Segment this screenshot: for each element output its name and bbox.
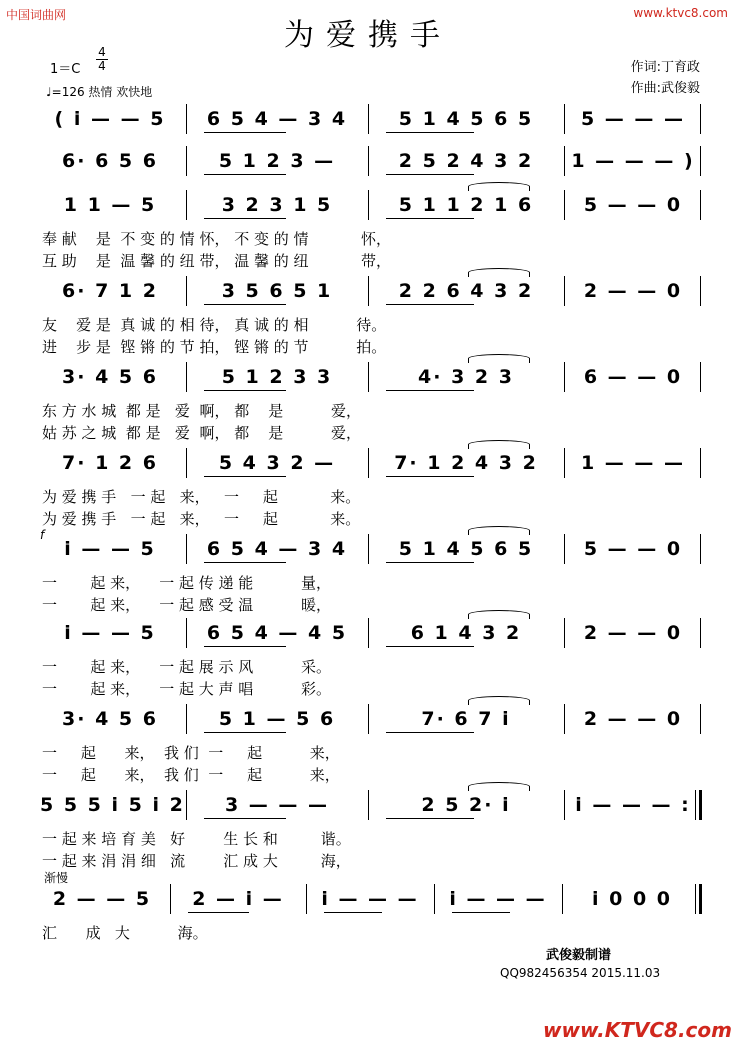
arranger-credit: 武俊毅制谱 xyxy=(546,948,612,963)
measure: i 0 0 0 xyxy=(591,888,673,910)
measure: 5 — — 0 xyxy=(583,538,683,560)
lyric-line: 一 起 来， 一 起 感 受 温 暖， xyxy=(42,596,331,614)
beam-underline xyxy=(386,390,474,391)
lyric-line: 一 起 来， 一 起 大 声 唱 彩。 xyxy=(42,680,331,698)
measure: 1 — — — ) xyxy=(571,150,695,172)
bar-line xyxy=(564,276,565,306)
lyric-line: 一 起 来 涓 涓 细 流 汇 成 大 海， xyxy=(42,852,351,870)
bar-line xyxy=(562,884,563,914)
measure: i — — — : xyxy=(575,794,691,816)
bar-line xyxy=(368,448,369,478)
song-title: 为爱携手 xyxy=(284,18,452,53)
bar-line xyxy=(699,884,702,914)
measure: 6· 7 1 2 xyxy=(62,280,158,302)
beam-underline xyxy=(204,476,286,477)
bar-line xyxy=(564,146,565,176)
measure: 5 4 3 2 — xyxy=(218,452,336,474)
dynamic-forte-mark: f xyxy=(40,528,45,542)
lyric-line: 为 爱 携 手 一 起 来， 一 起 来。 xyxy=(42,488,361,506)
bar-line xyxy=(306,884,307,914)
measure: 6 5 4 — 4 5 xyxy=(206,622,348,644)
beam-underline xyxy=(204,174,286,175)
slur-arc xyxy=(468,610,530,619)
beam-underline xyxy=(452,912,510,913)
lyric-line: 汇 成 大 海。 xyxy=(42,924,208,942)
beam-underline xyxy=(386,218,474,219)
measure: 1 1 — 5 xyxy=(63,194,157,216)
notation-row xyxy=(34,614,702,698)
bar-line xyxy=(700,104,701,134)
time-signature xyxy=(96,46,108,73)
notation-row xyxy=(34,444,702,528)
beam-underline xyxy=(386,818,474,819)
lyric-line: 互 助 是 温 馨 的 纽 带， 温 馨 的 纽 带， xyxy=(42,252,391,270)
bar-line xyxy=(368,790,369,820)
bar-line xyxy=(170,884,171,914)
measure: 2 — — 5 xyxy=(52,888,152,910)
measure: 7· 1 2 6 xyxy=(62,452,158,474)
beam-underline xyxy=(204,304,286,305)
bar-line xyxy=(186,448,187,478)
beam-underline xyxy=(324,912,382,913)
measure: 2 — — 0 xyxy=(583,622,683,644)
beam-underline xyxy=(386,476,474,477)
bar-line xyxy=(700,448,701,478)
bar-line xyxy=(368,190,369,220)
bar-line xyxy=(699,790,702,820)
beam-underline xyxy=(204,562,286,563)
measure: 6 5 4 — 3 4 xyxy=(206,108,348,130)
bar-line xyxy=(186,534,187,564)
lyricist-credit: 作词:丁育政 xyxy=(630,60,700,75)
measure: 5 1 1 2 1 6 xyxy=(398,194,534,216)
beam-underline xyxy=(204,732,286,733)
measure: 5 1 4 5 6 5 xyxy=(398,108,534,130)
notation-row xyxy=(34,530,702,614)
measure: 2 — — 0 xyxy=(583,708,683,730)
measure: 5 1 2 3 3 xyxy=(221,366,333,388)
bar-line xyxy=(700,276,701,306)
beam-underline xyxy=(386,732,474,733)
slur-arc xyxy=(468,268,530,277)
slur-arc xyxy=(468,354,530,363)
measure: 6 1 4 3 2 xyxy=(410,622,522,644)
bar-line xyxy=(564,618,565,648)
arranger-contact: QQ982456354 2015.11.03 xyxy=(500,966,661,980)
measure: 2 — — 0 xyxy=(583,280,683,302)
beam-underline xyxy=(386,562,474,563)
lyric-line: 一 起 来， 我 们 一 起 来， xyxy=(42,744,340,762)
notation-row xyxy=(34,700,702,784)
bar-line xyxy=(700,618,701,648)
lyric-line: 奉 献 是 不 变 的 情 怀， 不 变 的 情 怀， xyxy=(42,230,391,248)
measure: ( i — — 5 xyxy=(54,108,166,130)
time-signature-top: 4 xyxy=(98,45,106,59)
slur-arc xyxy=(468,440,530,449)
beam-underline xyxy=(386,304,474,305)
notation-row xyxy=(34,142,702,178)
bar-line xyxy=(186,362,187,392)
bar-line xyxy=(564,790,565,820)
bar-line xyxy=(700,534,701,564)
notation-row xyxy=(34,358,702,442)
bar-line xyxy=(186,790,187,820)
bar-line xyxy=(186,104,187,134)
time-signature-bottom: 4 xyxy=(96,59,108,73)
beam-underline xyxy=(188,912,249,913)
measure: 5 — — — xyxy=(580,108,686,130)
measure: 3 2 3 1 5 xyxy=(221,194,333,216)
lyric-line: 友 爱 是 真 诚 的 相 待， 真 诚 的 相 待。 xyxy=(42,316,387,334)
site-logo: www.KTVC8.com xyxy=(543,1018,732,1042)
ritardando-mark: 渐慢 xyxy=(44,871,69,885)
bar-line xyxy=(368,704,369,734)
measure: 6 5 4 — 3 4 xyxy=(206,538,348,560)
notation-row xyxy=(34,100,702,136)
slur-arc xyxy=(468,782,530,791)
measure: 4· 3 2 3 xyxy=(418,366,514,388)
lyric-line: 为 爱 携 手 一 起 来， 一 起 来。 xyxy=(42,510,361,528)
bar-line xyxy=(186,190,187,220)
lyric-line: 一 起 来 培 育 美 好 生 长 和 谐。 xyxy=(42,830,351,848)
bar-line xyxy=(700,362,701,392)
lyric-line: 一 起 来， 一 起 展 示 风 采。 xyxy=(42,658,331,676)
measure: 3· 4 5 6 xyxy=(62,708,158,730)
lyric-line: 东 方 水 城 都 是 爱 啊， 都 是 爱， xyxy=(42,402,361,420)
slur-arc xyxy=(468,526,530,535)
beam-underline xyxy=(204,132,286,133)
measure: i — — — xyxy=(449,888,547,910)
bar-line xyxy=(368,534,369,564)
measure: 2 2 6 4 3 2 xyxy=(398,280,534,302)
bar-line xyxy=(700,190,701,220)
measure: 5 — — 0 xyxy=(583,194,683,216)
bar-line xyxy=(700,146,701,176)
bar-line xyxy=(564,534,565,564)
beam-underline xyxy=(204,390,286,391)
bar-line xyxy=(368,276,369,306)
notation-row xyxy=(34,880,702,942)
measure: i — — 5 xyxy=(64,538,156,560)
beam-underline xyxy=(204,218,286,219)
site-url-top-right: www.ktvc8.com xyxy=(633,6,728,20)
measure: 3· 4 5 6 xyxy=(62,366,158,388)
bar-line xyxy=(564,190,565,220)
slur-arc xyxy=(468,696,530,705)
bar-line xyxy=(564,104,565,134)
measure: 5 1 — 5 6 xyxy=(218,708,336,730)
measure: 3 — — — xyxy=(224,794,330,816)
notation-row xyxy=(34,786,702,870)
bar-line xyxy=(368,362,369,392)
bar-line xyxy=(564,448,565,478)
bar-line xyxy=(368,104,369,134)
measure: 6· 6 5 6 xyxy=(62,150,158,172)
notation-row xyxy=(34,186,702,270)
bar-line xyxy=(700,704,701,734)
bar-line xyxy=(186,704,187,734)
lyric-line: 姑 苏 之 城 都 是 爱 啊， 都 是 爱， xyxy=(42,424,361,442)
measure: i — — — xyxy=(321,888,419,910)
bar-line xyxy=(368,146,369,176)
measure: 5 1 4 5 6 5 xyxy=(398,538,534,560)
measure: i — — 5 xyxy=(64,622,156,644)
bar-line xyxy=(186,276,187,306)
beam-underline xyxy=(386,132,474,133)
measure: 7· 6 7 i xyxy=(421,708,511,730)
lyric-line: 一 起 来， 一 起 传 递 能 量， xyxy=(42,574,331,592)
lyric-line: 进 步 是 铿 锵 的 节 拍， 铿 锵 的 节 拍。 xyxy=(42,338,387,356)
lyric-line: 一 起 来， 我 们 一 起 来， xyxy=(42,766,340,784)
key-signature: 1＝C xyxy=(50,62,81,77)
site-name-top-left: 中国词曲网 xyxy=(6,8,67,22)
bar-line xyxy=(564,362,565,392)
beam-underline xyxy=(204,818,286,819)
measure: 1 — — — xyxy=(580,452,686,474)
bar-line xyxy=(434,884,435,914)
notation-row xyxy=(34,272,702,356)
composer-credit: 作曲:武俊毅 xyxy=(630,81,700,96)
measure: 5 5 5 i 5 i 2 xyxy=(40,794,185,816)
measure: 2 5 2 4 3 2 xyxy=(398,150,534,172)
bar-line xyxy=(186,618,187,648)
bar-line xyxy=(368,618,369,648)
measure: 6 — — 0 xyxy=(583,366,683,388)
measure: 3 5 6 5 1 xyxy=(221,280,333,302)
slur-arc xyxy=(468,182,530,191)
beam-underline xyxy=(386,174,474,175)
beam-underline xyxy=(386,646,474,647)
beam-underline xyxy=(204,646,286,647)
bar-line xyxy=(564,704,565,734)
tempo-marking: ♩=126 热情 欢快地 xyxy=(46,85,153,99)
measure: 5 1 2 3 — xyxy=(218,150,336,172)
measure: 2 — i — xyxy=(192,888,284,910)
bar-line xyxy=(186,146,187,176)
measure: 2 5 2· i xyxy=(421,794,511,816)
measure: 7· 1 2 4 3 2 xyxy=(394,452,538,474)
